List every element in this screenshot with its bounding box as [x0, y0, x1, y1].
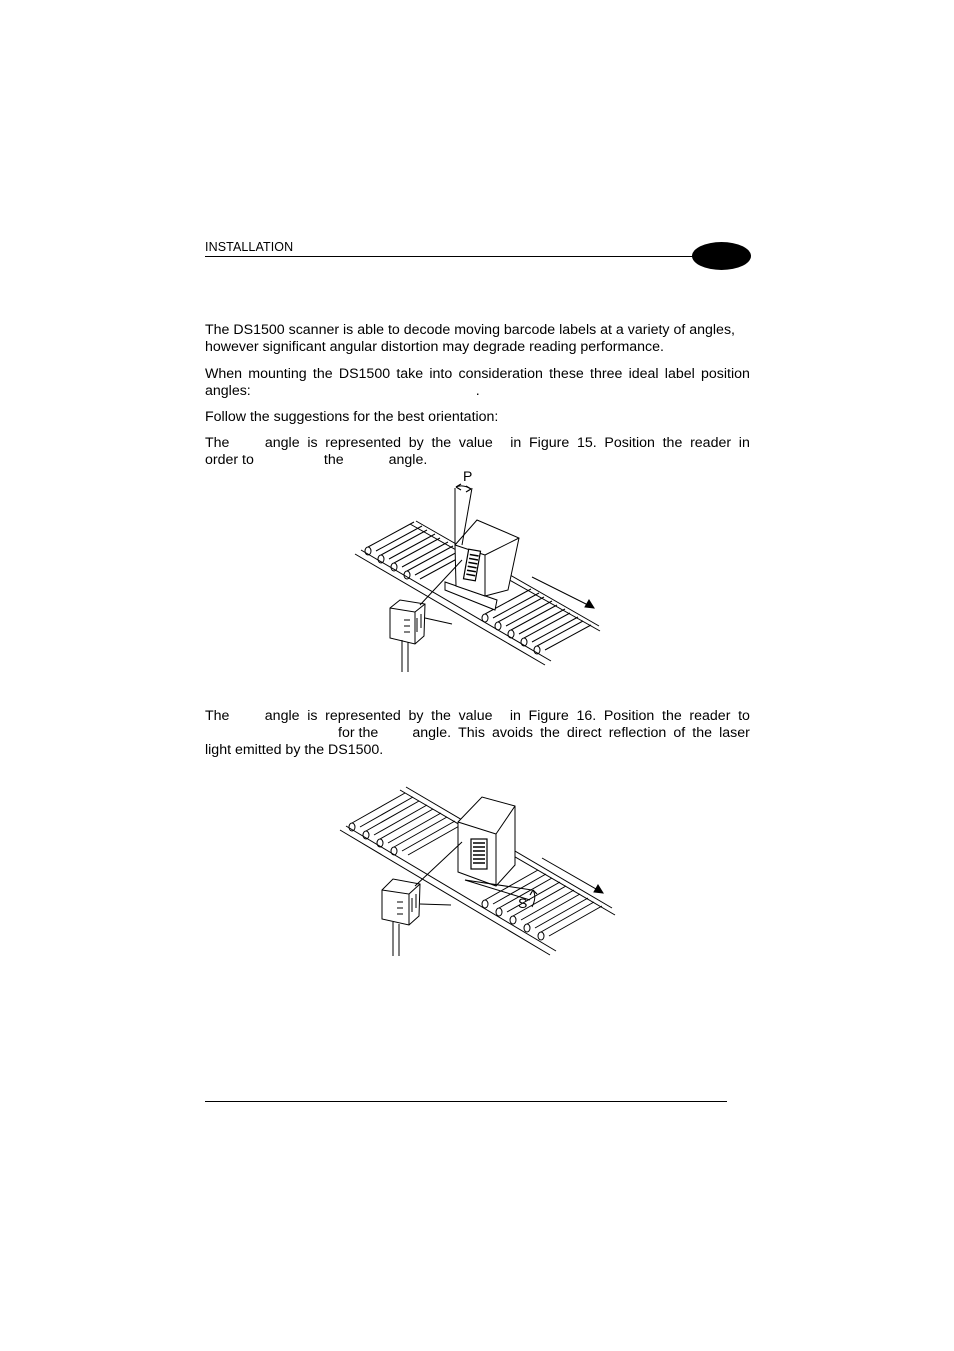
word: for the: [338, 725, 379, 741]
word: The: [205, 708, 230, 724]
word: reader: [689, 708, 731, 724]
word: 16.: [576, 708, 597, 724]
word: label: [664, 366, 695, 382]
word: the: [540, 725, 560, 741]
skew-paragraph: [205, 708, 750, 759]
word: angle.: [388, 452, 428, 468]
intro-paragraph: [205, 322, 750, 356]
follow-text: Follow the suggestions for the best orientation:: [205, 409, 499, 425]
word: in: [738, 435, 750, 451]
word: into: [429, 366, 453, 382]
word: these: [549, 366, 584, 382]
intro-text-1: The DS1500 scanner is able to decode moving barcode labels at a variety of angles,: [205, 322, 735, 338]
word: avoids: [492, 725, 534, 741]
word: three: [590, 366, 623, 382]
skew-label: S: [518, 895, 528, 911]
package-box: [445, 520, 519, 610]
word: take: [396, 366, 424, 382]
word: laser: [719, 725, 750, 741]
word: reflection: [608, 725, 667, 741]
package-box: [458, 797, 515, 886]
word: represented: [325, 435, 402, 451]
word: in: [509, 708, 521, 724]
word: represented: [325, 708, 401, 724]
mounting-line-1: [205, 366, 750, 383]
word: the: [431, 435, 452, 451]
mounting-paragraph: [205, 366, 750, 400]
word: Position: [604, 435, 655, 451]
direction-arrow: [542, 858, 603, 893]
word: order to: [205, 452, 254, 468]
word: the: [662, 708, 682, 724]
skew-line-3: light emitted by the DS1500.: [205, 742, 384, 758]
word: the: [431, 708, 451, 724]
word: Figure: [529, 435, 570, 451]
word: value: [458, 708, 493, 724]
running-header: INSTALLATION: [205, 240, 294, 254]
word: the: [323, 452, 344, 468]
figure-15-pitch: [340, 464, 620, 674]
skew-line-2: [205, 725, 750, 742]
scanner-device: [382, 842, 462, 956]
word: of: [673, 725, 686, 741]
word: to: [738, 708, 750, 724]
word: by: [408, 435, 424, 451]
skew-line-1: [205, 708, 750, 725]
word: reader: [690, 435, 732, 451]
word: value: [458, 435, 493, 451]
follow-paragraph: [205, 409, 750, 426]
word: in: [510, 435, 522, 451]
word: mounting: [248, 366, 307, 382]
word: angles:: [205, 383, 251, 399]
word: The: [205, 435, 230, 451]
word: direct: [566, 725, 602, 741]
word: position: [701, 366, 750, 382]
pitch-line-1: [205, 435, 750, 452]
word: is: [307, 708, 318, 724]
period: .: [475, 383, 480, 399]
word: angle: [264, 435, 300, 451]
word: is: [307, 435, 318, 451]
page-tab: [692, 242, 751, 270]
word: DS1500: [338, 366, 391, 382]
word: by: [408, 708, 424, 724]
word: consideration: [458, 366, 543, 382]
scanner-device: [390, 560, 462, 672]
word: When: [205, 366, 243, 382]
header-rule: [205, 256, 700, 257]
word: the: [692, 725, 713, 741]
word: the: [312, 366, 333, 382]
intro-line-1: [205, 322, 750, 339]
word: angle: [264, 708, 300, 724]
word: This: [458, 725, 485, 741]
word: ideal: [628, 366, 659, 382]
word: the: [662, 435, 683, 451]
word: angle.: [412, 725, 452, 741]
figure-16-skew: [330, 784, 630, 960]
word: 15.: [576, 435, 597, 451]
intro-text-2: however significant angular distortion may degrade reading performance.: [205, 339, 664, 355]
mounting-line-2: [205, 383, 750, 400]
word: Position: [603, 708, 655, 724]
pitch-label: P: [463, 468, 473, 484]
footer-rule: [205, 1101, 727, 1102]
word: Figure: [528, 708, 569, 724]
